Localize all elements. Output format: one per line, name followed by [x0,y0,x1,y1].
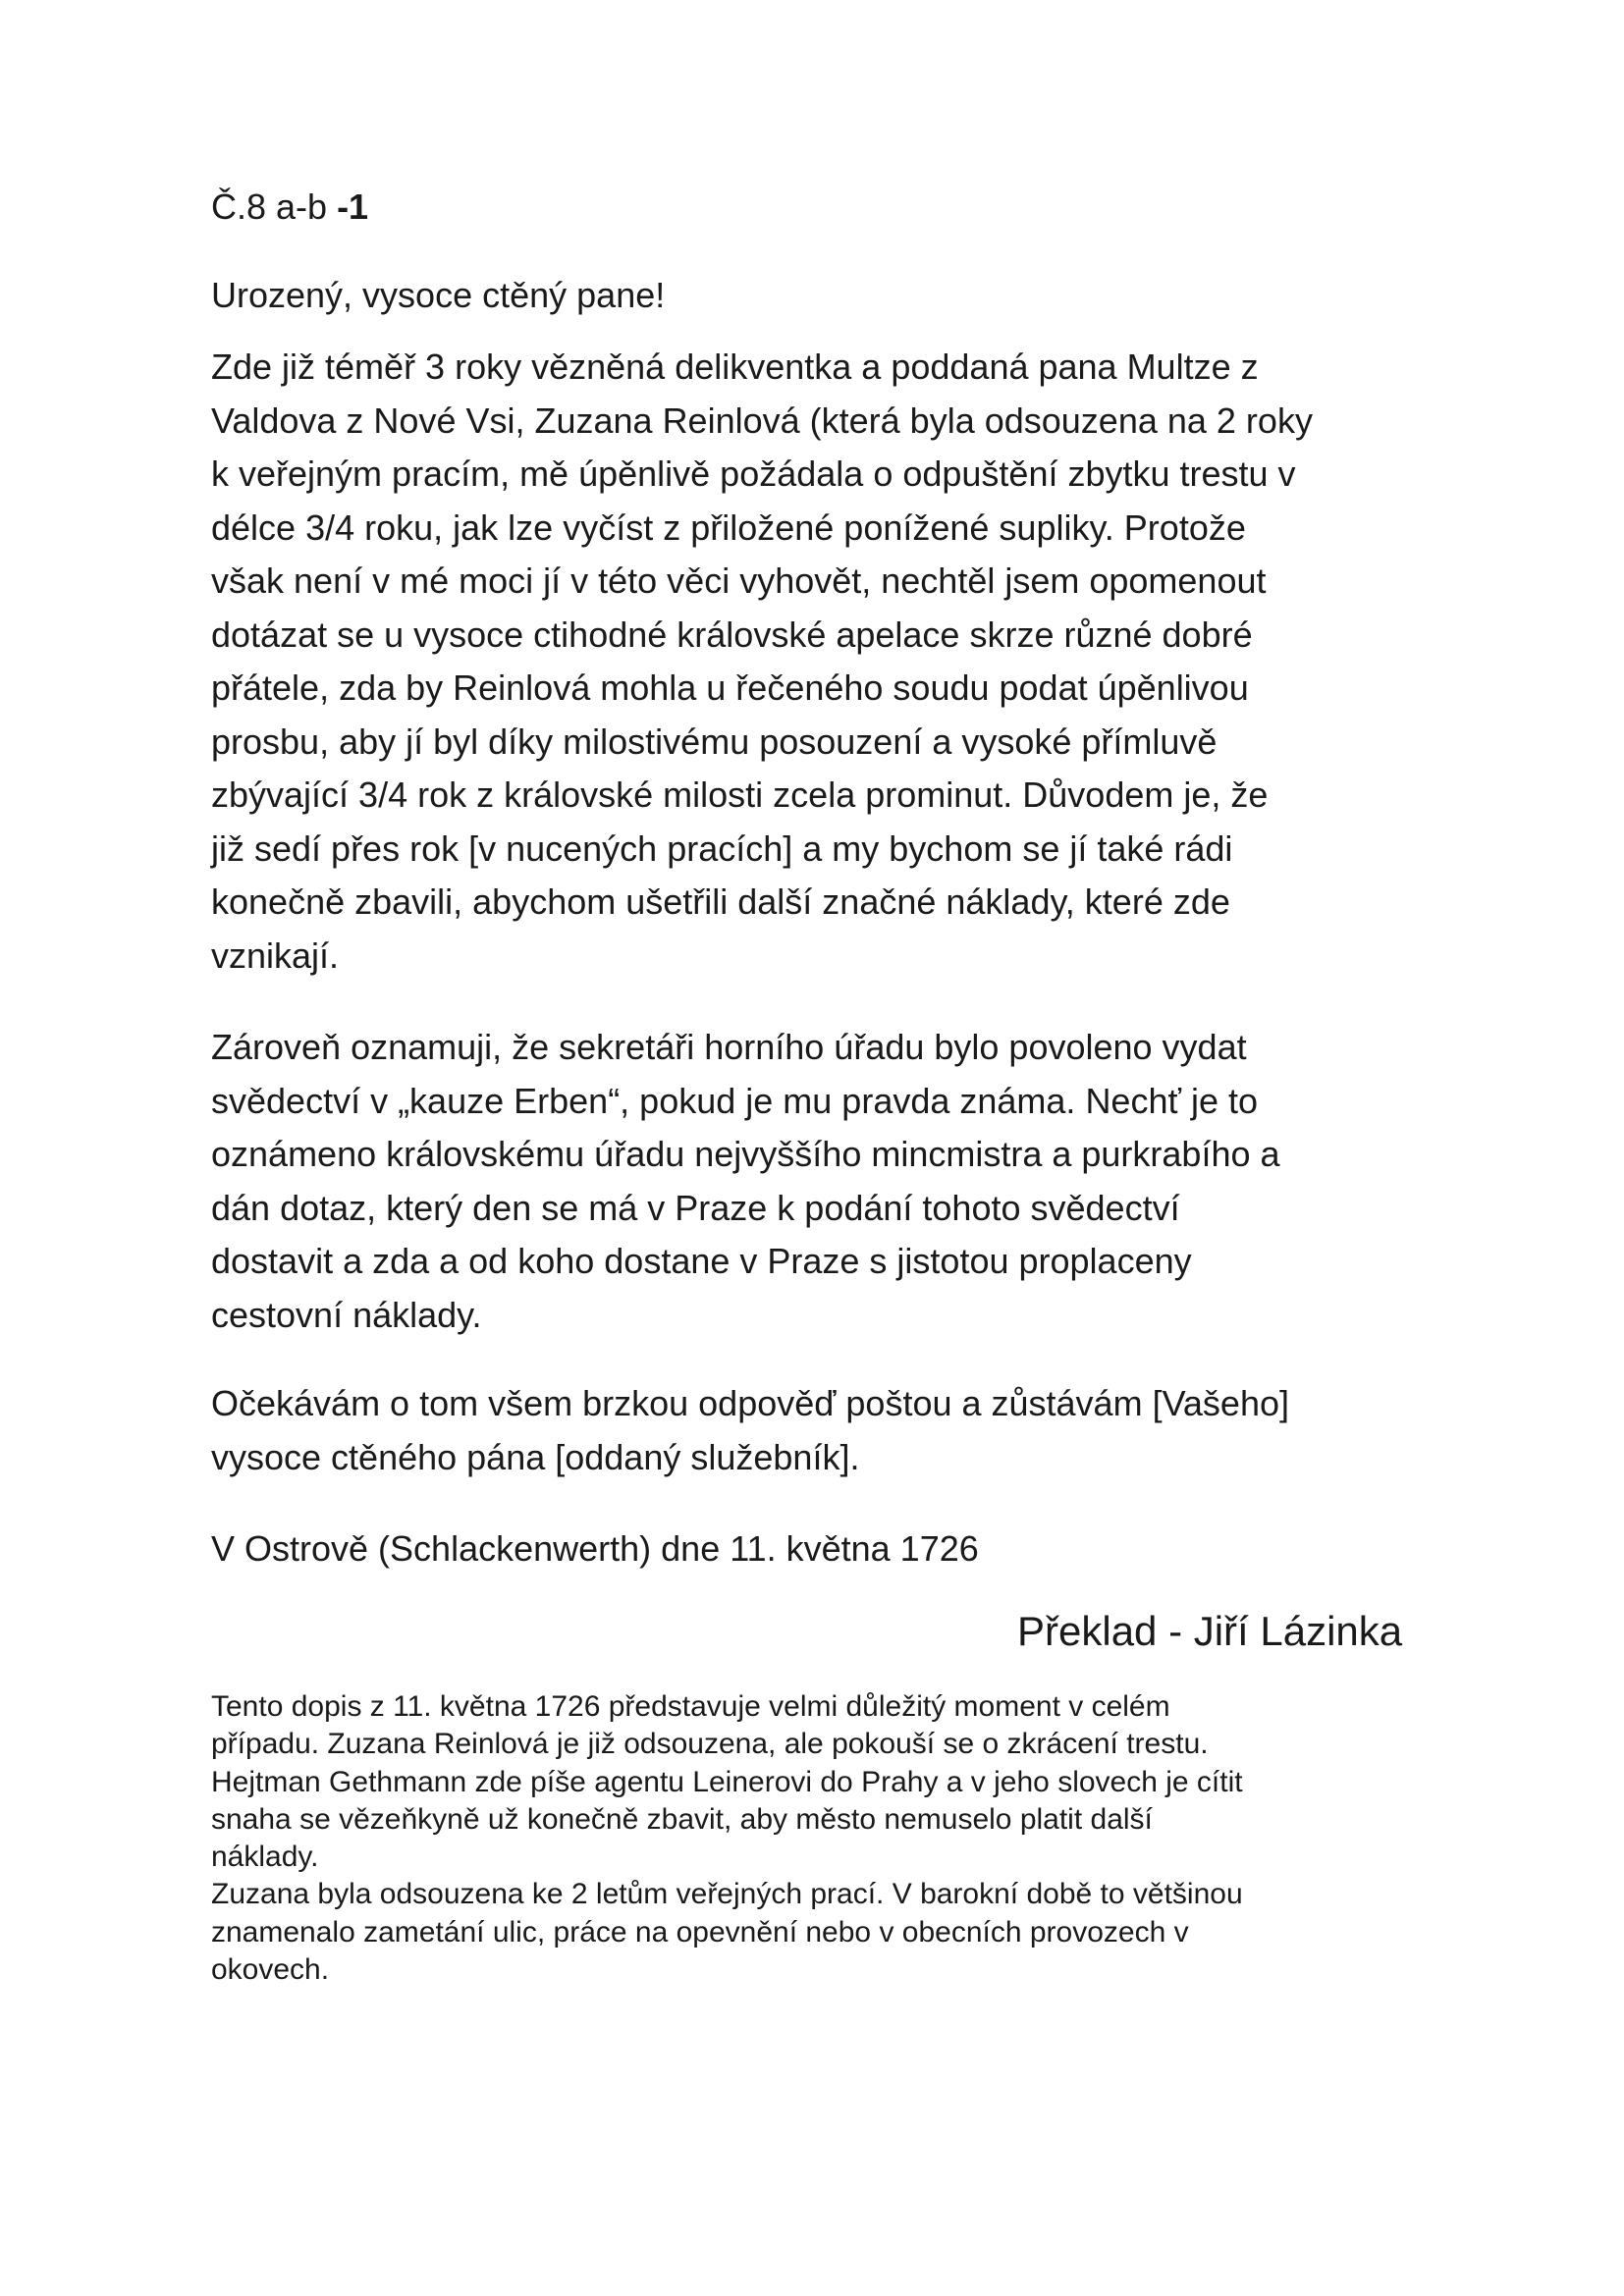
note-line: Hejtman Gethmann zde píše agentu Leinerovi do Prahy a v jeho slovech je cítit [211,1765,1243,1798]
paragraph-line: svědectví v „kauze Erben“, pokud je mu pravda známa. Nechť je to [211,1080,1259,1121]
note-line: znamenalo zametání ulic, práce na opevnění nebo v obecních provozech v [211,1915,1189,1949]
note-line: Tento dopis z 11. května 1726 představuje velmi důležitý moment v celém [211,1690,1170,1723]
commentary-note [211,1688,1488,1989]
paragraph-line: vznikají. [211,934,340,976]
paragraph-line: Očekávám o tom všem brzkou odpověď poštou a zůstávám [Vašeho] [211,1383,1289,1423]
document-id-main: Č.8 a-b [211,187,338,227]
paragraph-line: Valdova z Nové Vsi, Zuzana Reinlová (která byla odsouzena na 2 roky [211,400,1313,441]
paragraph-line: dostavit a zda a od koho dostane v Praze s jistotou proplaceny [211,1241,1192,1281]
paragraph-line: již sedí přes rok [v nucených pracích] a my bychom se jí také rádi [211,828,1233,869]
paragraph-line: přátele, zda by Reinlová mohla u řečeného soudu podat úpěnlivou [211,667,1249,708]
note-line: okovech. [211,1953,330,1987]
paragraph-line: oznámeno královskému úřadu nejvyššího mincmistra a purkrabího a [211,1134,1280,1174]
paragraph-line: dotázat se u vysoce ctihodné královské apelace skrze různé dobré [211,614,1253,655]
paragraph-line: Zde již téměř 3 roky vězněná delikventka a poddaná pana Multze z [211,347,1259,387]
paragraph-line: však není v mé moci jí v této věci vyhovět, nechtěl jsem opomenout [211,561,1267,601]
letter-paragraph-3 [211,1377,1478,1484]
note-line: Zuzana byla odsouzena ke 2 letům veřejných prací. V barokní době to většinou [211,1878,1243,1911]
paragraph-line: dán dotaz, který den se má v Praze k podání tohoto svědectví [211,1187,1180,1228]
document-id-suffix: -1 [337,187,369,227]
paragraph-line: vysoce ctěného pána [oddaný služebník]. [211,1436,860,1477]
paragraph-line: Zároveň oznamuji, že sekretáři horního úřadu bylo povoleno vydat [211,1027,1247,1067]
letter-paragraph-2 [211,1021,1478,1342]
paragraph-line: zbývající 3/4 rok z královské milosti zcela prominut. Důvodem je, že [211,774,1269,815]
salutation: Urozený, vysoce ctěný pane! [211,275,666,315]
document-id [211,181,368,234]
note-line: případu. Zuzana Reinlová je již odsouzena, ale pokouší se o zkrácení trestu. [211,1728,1209,1761]
paragraph-line: délce 3/4 roku, jak lze vyčíst z přiložené ponížené supliky. Protože [211,507,1246,548]
note-line: snaha se vězeňkyně už konečně zbavit, aby město nemuselo platit další [211,1802,1153,1836]
paragraph-line: k veřejným pracím, mě úpěnlivě požádala o odpuštění zbytku trestu v [211,454,1296,494]
paragraph-line: cestovní náklady. [211,1294,482,1335]
date-place-line: V Ostrově (Schlackenwerth) dne 11. května 1726 [211,1528,979,1569]
paragraph-line: konečně zbavili, abychom ušetřili další značné náklady, které zde [211,881,1230,922]
note-line: náklady. [211,1841,319,1874]
paragraph-line: prosbu, aby jí byl díky milostivému posouzení a vysoké přímluvě [211,721,1218,762]
letter-paragraph-1 [211,341,1478,983]
translator-credit: Překlad - Jiří Lázinka [1017,1608,1403,1654]
